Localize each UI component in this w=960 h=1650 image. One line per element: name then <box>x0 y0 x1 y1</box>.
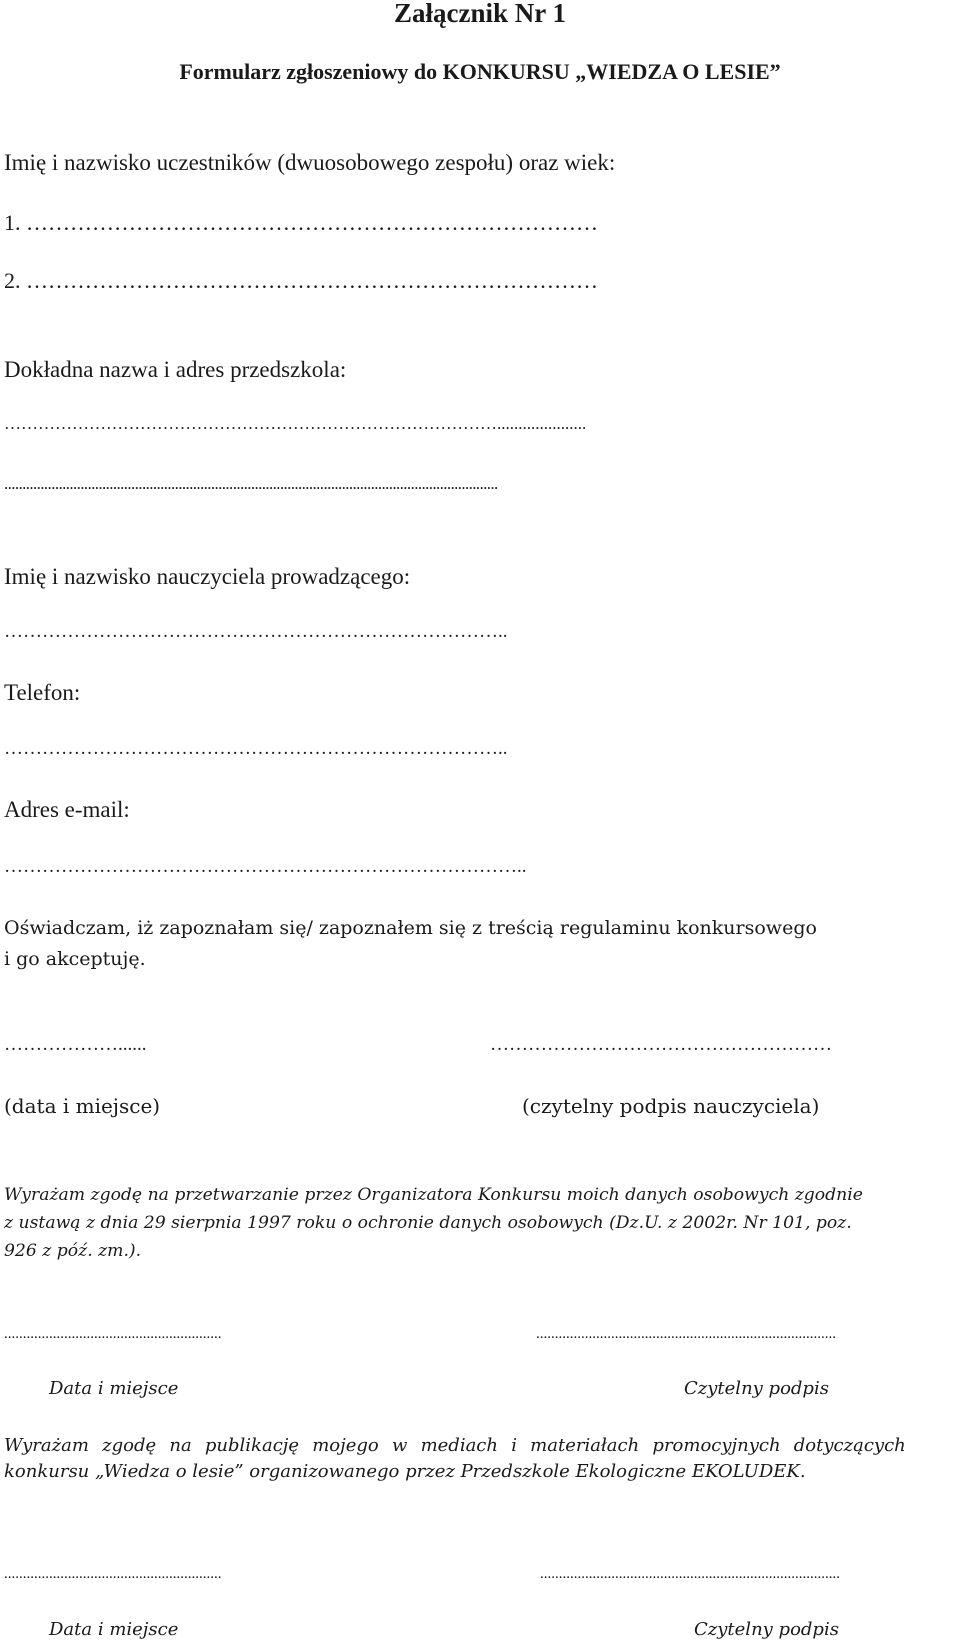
declaration-line-1: Oświadczam, iż zapoznałam się/ zapoznałem się z treścią regulaminu konkursowego <box>4 917 817 939</box>
declaration-line-2: i go akceptuję. <box>4 948 146 970</box>
date-place-label-1: (data i miejsce) <box>4 1094 161 1118</box>
document-title: Załącznik Nr 1 <box>393 0 566 28</box>
consent-processing-line-3: 926 z póź. zm.). <box>4 1241 142 1261</box>
form-subtitle: Formularz zgłoszeniowy do KONKURSU „WIEDZA O LESIE” <box>179 59 781 84</box>
participants-label: Imię i nazwisko uczestników (dwuosobowego zespołu) oraz wiek: <box>4 150 616 175</box>
teacher-signature-label: (czytelny podpis nauczyciela) <box>522 1094 820 1118</box>
school-label: Dokładna nazwa i adres przedszkola: <box>4 357 347 382</box>
email-label: Adres e-mail: <box>4 797 130 822</box>
email-field[interactable]: ……………………………………………………………………….. <box>4 856 527 877</box>
signature-label-3: Czytelny podpis <box>694 1619 839 1640</box>
signature-field-2[interactable]: ................................................................................ <box>536 1326 836 1342</box>
date-place-label-3: Data i miejsce <box>49 1619 179 1640</box>
consent-processing-line-1: Wyrażam zgodę na przetwarzanie przez Organizatora Konkursu moich danych osobowych zgodnie <box>4 1185 863 1205</box>
signature-label-2: Czytelny podpis <box>684 1378 829 1399</box>
school-field-line-2[interactable]: ........................................................................................................................................ <box>4 474 498 493</box>
phone-field[interactable]: …………………………………………………………………….. <box>4 738 508 759</box>
teacher-label: Imię i nazwisko nauczyciela prowadzącego: <box>4 564 411 589</box>
teacher-signature-field[interactable]: ……………………………………………… <box>490 1034 832 1055</box>
consent-publication-line-2: konkursu „Wiedza o lesie” organizowanego przez Przedszkole Ekologiczne EKOLUDEK. <box>4 1461 806 1482</box>
participant-1-field[interactable]: 1. …………………………………………………………………… <box>4 210 598 235</box>
participant-2-field[interactable]: 2. …………………………………………………………………… <box>4 268 598 293</box>
teacher-field[interactable]: …………………………………………………………………….. <box>4 621 508 642</box>
consent-processing-line-2: z ustawą z dnia 29 sierpnia 1997 roku o ochronie danych osobowych (Dz.U. z 2002r. Nr 101, poz. <box>4 1213 852 1233</box>
signature-field-3[interactable]: ................................................................................ <box>540 1566 840 1582</box>
date-place-field-2[interactable]: .......................................................... <box>4 1326 222 1342</box>
date-place-label-2: Data i miejsce <box>49 1378 179 1399</box>
date-place-field-3[interactable]: .......................................................... <box>4 1566 222 1582</box>
school-field-line-1[interactable]: ……………………………………………………………………………..................... <box>4 414 587 433</box>
phone-label: Telefon: <box>4 680 81 705</box>
consent-publication-line-1: Wyrażam zgodę na publikację mojego w mediach i materiałach promocyjnych dotyczących <box>4 1435 906 1456</box>
date-place-field-1[interactable]: ………………...... <box>4 1034 147 1055</box>
